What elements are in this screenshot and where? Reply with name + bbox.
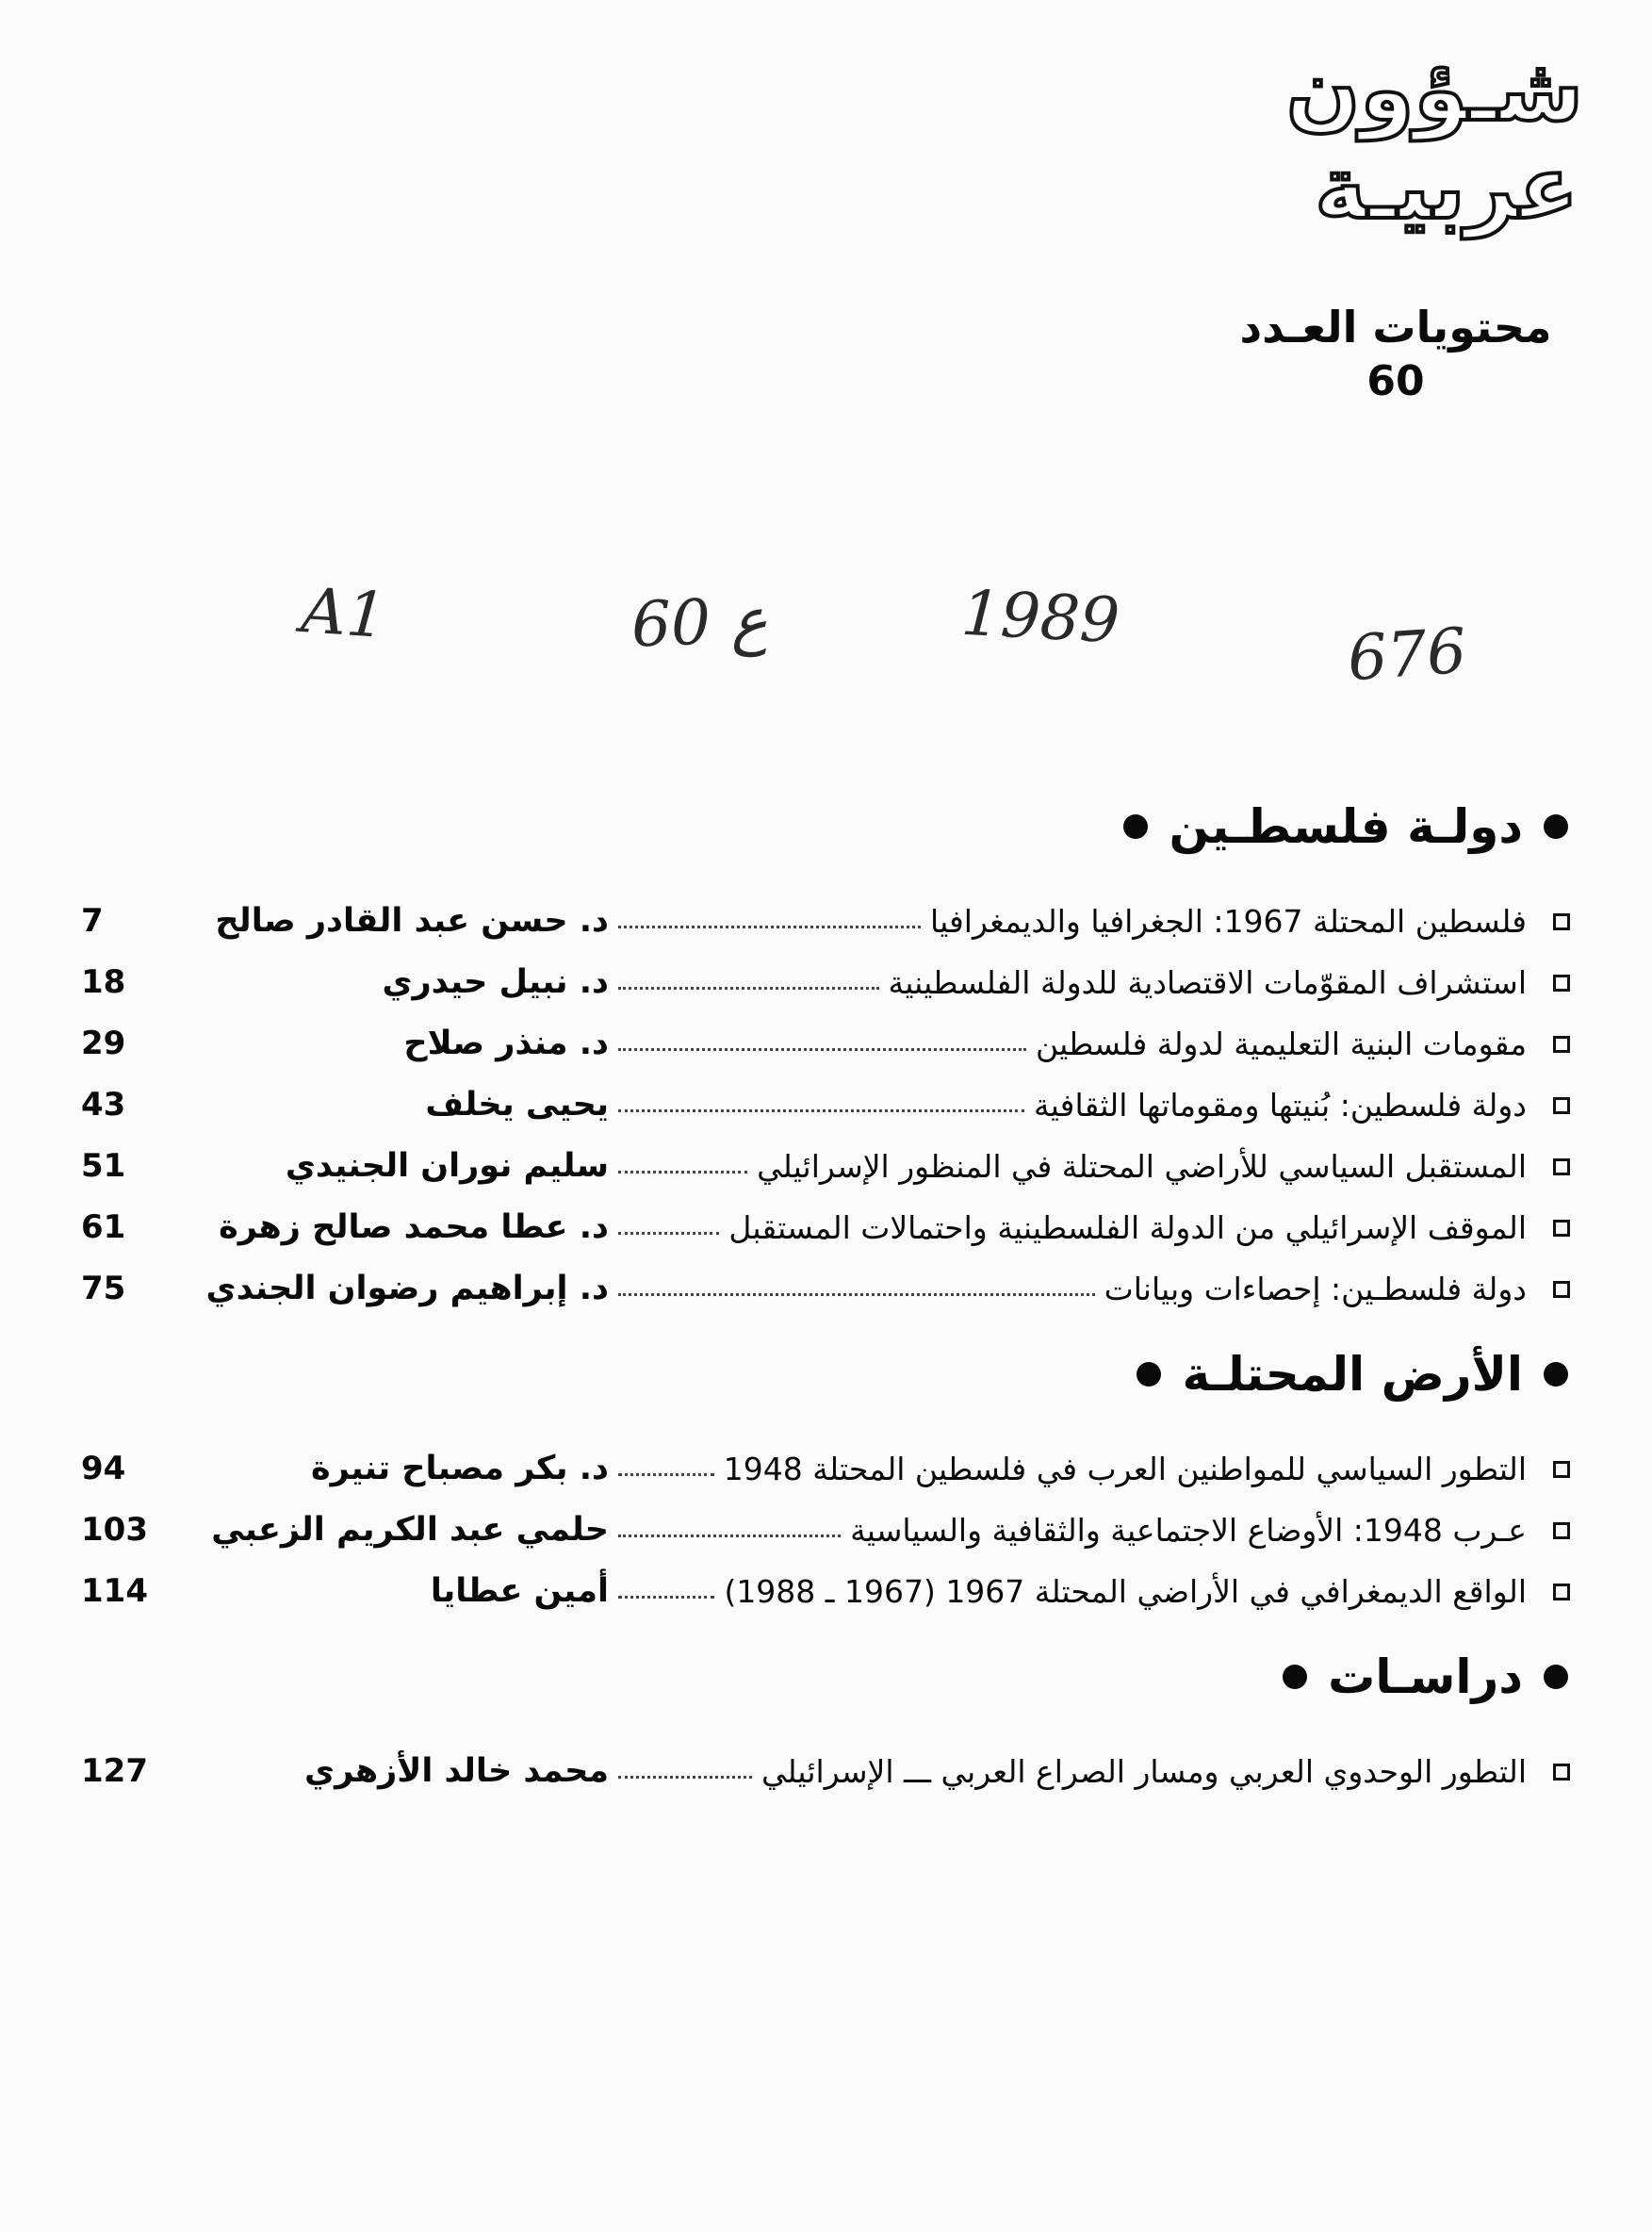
section-title: دولـة فلسطـين bbox=[1169, 799, 1523, 854]
article-author: د. عطا محمد صالح زهرة bbox=[219, 1208, 609, 1246]
section-heading bbox=[81, 1642, 1570, 1712]
toc-entry bbox=[81, 1729, 1570, 1790]
page-number: 29 bbox=[81, 1025, 126, 1062]
bullet-icon bbox=[1283, 1665, 1307, 1689]
toc-entry bbox=[81, 878, 1570, 940]
toc-entry bbox=[81, 1001, 1570, 1062]
toc-entry bbox=[81, 1124, 1570, 1185]
article-title: التطور الوحدوي العربي ومسار الصراع العربي ـــ الإسرائيلي bbox=[761, 1753, 1527, 1790]
article-title: التطور السياسي للمواطنين العرب في فلسطين المحتلة 1948 bbox=[723, 1451, 1527, 1487]
dot-leader bbox=[618, 1109, 1024, 1112]
toc-section bbox=[81, 792, 1570, 1307]
dot-leader bbox=[618, 1596, 714, 1599]
page-number: 61 bbox=[81, 1208, 126, 1246]
page-number: 103 bbox=[81, 1511, 148, 1549]
article-title: مقومات البنية التعليمية لدولة فلسطين bbox=[1035, 1026, 1527, 1062]
toc-section bbox=[81, 1339, 1570, 1610]
dot-leader bbox=[618, 1232, 719, 1235]
bullet-icon bbox=[1544, 1362, 1568, 1387]
article-title: المستقبل السياسي للأراضي المحتلة في المنظور الإسرائيلي bbox=[757, 1148, 1527, 1185]
checkbox-icon bbox=[1553, 1220, 1570, 1237]
article-author: سليم نوران الجنيدي bbox=[285, 1147, 609, 1185]
article-author: د. نبيل حيدري bbox=[382, 963, 609, 1001]
logo-line-2: عربيـة bbox=[1315, 138, 1578, 238]
handwritten-mark: 1989 bbox=[959, 576, 1121, 658]
page-number: 75 bbox=[81, 1270, 126, 1307]
handwritten-catalogue-marks bbox=[283, 573, 1489, 699]
checkbox-icon bbox=[1553, 1461, 1570, 1478]
page-number: 114 bbox=[81, 1572, 148, 1610]
checkbox-icon bbox=[1553, 1097, 1570, 1114]
bullet-icon bbox=[1137, 1362, 1161, 1387]
article-title: الموقف الإسرائيلي من الدولة الفلسطينية واحتمالات المستقبل bbox=[728, 1209, 1527, 1246]
dot-leader bbox=[618, 1293, 1095, 1296]
article-title: الواقع الديمغرافي في الأراضي المحتلة 1967 (1967 ـ 1988) bbox=[724, 1573, 1527, 1610]
article-title: عـرب 1948: الأوضاع الاجتماعية والثقافية والسياسية bbox=[850, 1512, 1527, 1549]
page-number: 51 bbox=[81, 1147, 126, 1185]
article-author: د. حسن عبد القادر صالح bbox=[215, 902, 609, 940]
dot-leader bbox=[618, 1534, 841, 1537]
article-author: د. بكر مصباح تنيرة bbox=[310, 1450, 609, 1487]
article-author: يحيى يخلف bbox=[425, 1086, 609, 1124]
article-title: استشراف المقوّمات الاقتصادية للدولة الفلسطينية bbox=[888, 964, 1527, 1001]
toc-entry bbox=[81, 1062, 1570, 1124]
checkbox-icon bbox=[1553, 913, 1570, 930]
section-title: الأرض المحتلـة bbox=[1182, 1347, 1523, 1402]
section-heading bbox=[81, 792, 1570, 862]
article-author: حلمي عبد الكريم الزعبي bbox=[211, 1511, 609, 1549]
dot-leader bbox=[618, 987, 879, 990]
bullet-icon bbox=[1123, 814, 1148, 839]
logo-line-1: شـؤون bbox=[1285, 40, 1583, 140]
journal-logo bbox=[1285, 40, 1583, 249]
checkbox-icon bbox=[1553, 1764, 1570, 1781]
contents-title: محتويات العـدد bbox=[1239, 302, 1552, 353]
checkbox-icon bbox=[1553, 1158, 1570, 1175]
issue-number: 60 bbox=[1366, 357, 1425, 405]
dot-leader bbox=[618, 1776, 752, 1779]
handwritten-mark: A1 bbox=[299, 573, 389, 653]
article-author: محمد خالد الأزهري bbox=[304, 1752, 609, 1790]
checkbox-icon bbox=[1553, 975, 1570, 992]
checkbox-icon bbox=[1553, 1522, 1570, 1539]
bullet-icon bbox=[1544, 814, 1568, 839]
article-title: فلسطين المحتلة 1967: الجغرافيا والديمغرافيا bbox=[930, 903, 1527, 940]
article-title: دولة فلسطين: بُنيتها ومقوماتها الثقافية bbox=[1034, 1087, 1527, 1124]
handwritten-mark: 60 ع bbox=[630, 583, 769, 662]
checkbox-icon bbox=[1553, 1281, 1570, 1298]
toc-entry bbox=[81, 1246, 1570, 1307]
contents-heading bbox=[1188, 300, 1603, 409]
toc-entry bbox=[81, 1426, 1570, 1487]
toc-section bbox=[81, 1642, 1570, 1790]
article-author: د. إبراهيم رضوان الجندي bbox=[205, 1270, 609, 1307]
table-of-contents bbox=[81, 792, 1570, 1822]
checkbox-icon bbox=[1553, 1036, 1570, 1053]
toc-entry bbox=[81, 940, 1570, 1001]
page-number: 94 bbox=[81, 1450, 126, 1487]
page-number: 18 bbox=[81, 963, 126, 1001]
dot-leader bbox=[618, 1171, 747, 1173]
bullet-icon bbox=[1544, 1665, 1568, 1689]
dot-leader bbox=[618, 1473, 714, 1476]
page-number: 127 bbox=[81, 1752, 148, 1790]
section-title: دراسـات bbox=[1328, 1649, 1523, 1704]
article-title: دولة فلسطـين: إحصاءات وبيانات bbox=[1104, 1271, 1527, 1307]
article-author: أمين عطايا bbox=[430, 1572, 609, 1610]
page-number: 7 bbox=[81, 902, 104, 940]
section-heading bbox=[81, 1339, 1570, 1409]
toc-entry bbox=[81, 1549, 1570, 1610]
dot-leader bbox=[618, 926, 921, 928]
article-author: د. منذر صلاح bbox=[403, 1025, 609, 1062]
handwritten-mark: 676 bbox=[1345, 614, 1469, 696]
dot-leader bbox=[618, 1048, 1026, 1051]
toc-entry bbox=[81, 1487, 1570, 1549]
checkbox-icon bbox=[1553, 1584, 1570, 1600]
page-number: 43 bbox=[81, 1086, 126, 1124]
toc-entry bbox=[81, 1185, 1570, 1246]
